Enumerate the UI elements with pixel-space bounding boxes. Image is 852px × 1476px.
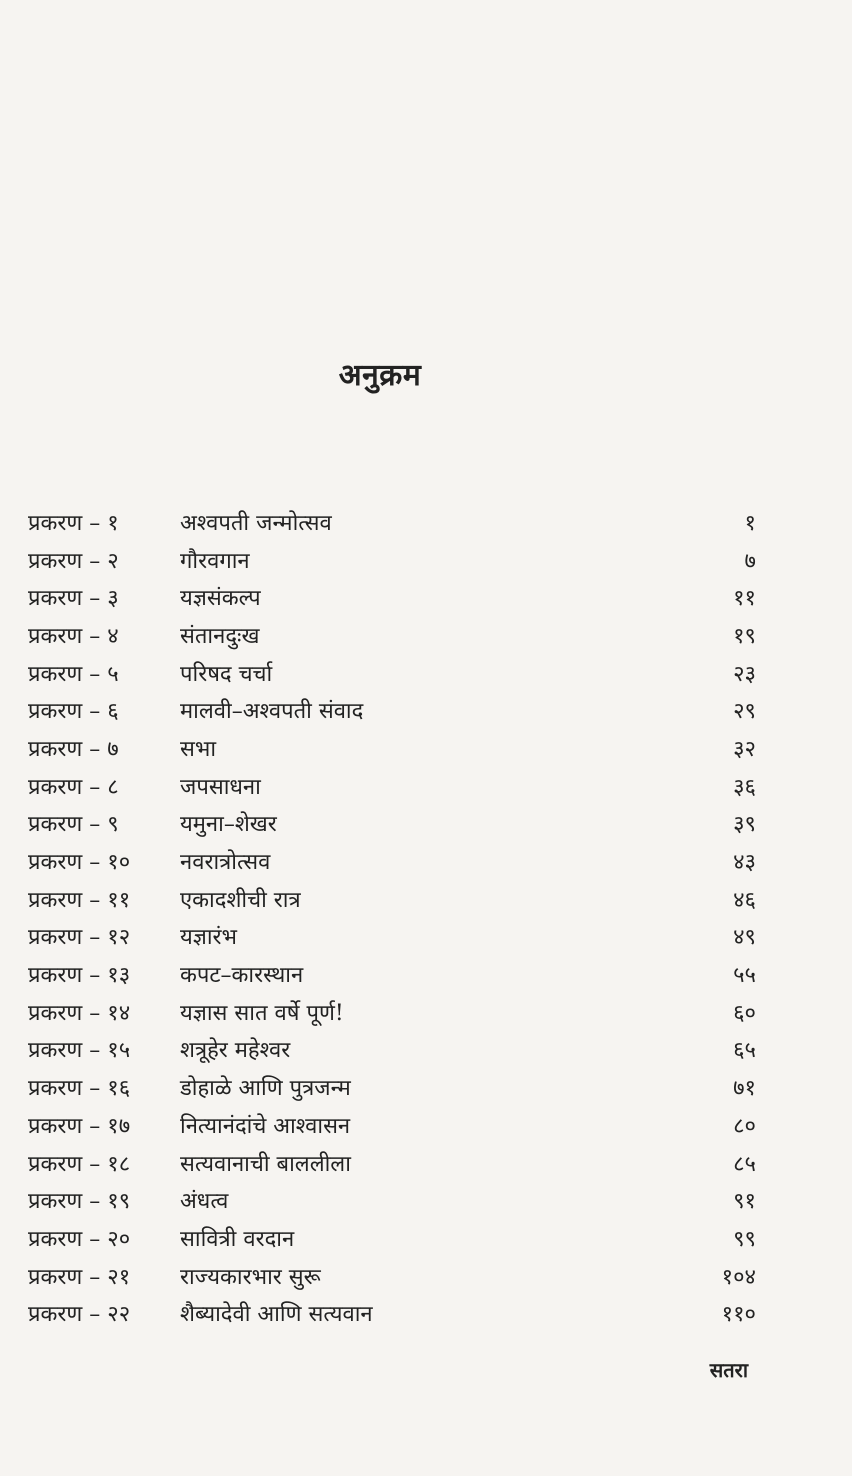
chapter-label: प्रकरण – ९: [28, 812, 119, 838]
page-number: १: [744, 510, 756, 536]
page-number: १९: [733, 623, 756, 649]
page-number: ११: [733, 586, 756, 612]
chapter-title: यज्ञसंकल्प: [180, 586, 261, 612]
page-number: ३६: [733, 774, 756, 800]
chapter-label: प्रकरण – १९: [28, 1189, 131, 1215]
chapter-label: प्रकरण – २२: [28, 1302, 131, 1328]
toc-row: [28, 616, 756, 654]
chapter-title: अंधत्व: [180, 1189, 229, 1215]
chapter-title: शत्रूहेर महेश्वर: [180, 1038, 291, 1064]
page-number: ६५: [733, 1038, 756, 1064]
chapter-title: यमुना–शेखर: [180, 812, 277, 838]
page-number: ५५: [733, 963, 756, 989]
chapter-title: नित्यानंदांचे आश्वासन: [180, 1113, 351, 1139]
page-number: ९९: [733, 1226, 756, 1252]
chapter-label: प्रकरण – १३: [28, 963, 131, 989]
chapter-label: प्रकरण – २०: [28, 1226, 131, 1252]
toc-row: [28, 654, 756, 692]
chapter-title: परिषद चर्चा: [180, 661, 273, 687]
page-number: ६०: [733, 1000, 756, 1026]
chapter-title: मालवी–अश्वपती संवाद: [180, 699, 364, 725]
page-number: ११०: [721, 1302, 756, 1328]
page-number: ८०: [733, 1113, 756, 1139]
toc-row: [28, 767, 756, 805]
toc-row: [28, 842, 756, 880]
chapter-label: प्रकरण – १४: [28, 1000, 131, 1026]
page-number: ८५: [733, 1151, 756, 1177]
chapter-title: राज्यकारभार सुरू: [180, 1264, 321, 1290]
chapter-title: जपसाधना: [180, 774, 261, 800]
table-of-contents: [28, 503, 756, 1332]
chapter-title: एकादशीची रात्र: [180, 887, 301, 913]
page-number: ९१: [733, 1189, 756, 1215]
chapter-label: प्रकरण – १: [28, 510, 119, 536]
chapter-label: प्रकरण – ७: [28, 736, 119, 762]
toc-row: [28, 541, 756, 579]
toc-row: [28, 1106, 756, 1144]
chapter-title: संतानदुःख: [180, 623, 260, 649]
chapter-label: प्रकरण – १७: [28, 1113, 131, 1139]
chapter-title: नवरात्रोत्सव: [180, 850, 271, 876]
chapter-title: डोहाळे आणि पुत्रजन्म: [180, 1076, 351, 1102]
toc-row: [28, 1031, 756, 1069]
toc-row: [28, 880, 756, 918]
chapter-label: प्रकरण – ८: [28, 774, 119, 800]
chapter-title: कपट–कारस्थान: [180, 963, 304, 989]
toc-row: [28, 1181, 756, 1219]
chapter-title: सत्यवानाची बाललीला: [180, 1151, 351, 1177]
toc-row: [28, 729, 756, 767]
toc-row: [28, 578, 756, 616]
chapter-title: सावित्री वरदान: [180, 1226, 295, 1252]
toc-row: [28, 503, 756, 541]
page-number: २९: [733, 699, 756, 725]
chapter-label: प्रकरण – १०: [28, 850, 131, 876]
chapter-label: प्रकरण – १२: [28, 925, 131, 951]
toc-row: [28, 918, 756, 956]
chapter-label: प्रकरण – ११: [28, 887, 131, 913]
page-number: ४३: [733, 850, 756, 876]
page-number: ४९: [733, 925, 756, 951]
chapter-label: प्रकरण – ३: [28, 586, 119, 612]
chapter-label: प्रकरण – २: [28, 548, 119, 574]
chapter-label: प्रकरण – ४: [28, 623, 119, 649]
chapter-title: गौरवगान: [180, 548, 250, 574]
toc-row: [28, 1294, 756, 1332]
toc-row: [28, 805, 756, 843]
chapter-label: प्रकरण – ५: [28, 661, 119, 687]
chapter-label: प्रकरण – २१: [28, 1264, 131, 1290]
toc-row: [28, 1144, 756, 1182]
page-folio: सतरा: [709, 1358, 748, 1382]
page-number: ४६: [733, 887, 756, 913]
page-number: १०४: [721, 1264, 756, 1290]
chapter-label: प्रकरण – १५: [28, 1038, 131, 1064]
toc-row: [28, 1068, 756, 1106]
page-number: ७: [744, 548, 756, 574]
page-number: ३९: [733, 812, 756, 838]
toc-row: [28, 1219, 756, 1257]
chapter-title: शैब्यादेवी आणि सत्यवान: [180, 1302, 373, 1328]
page-title: अनुक्रम: [338, 358, 422, 393]
toc-row: [28, 691, 756, 729]
chapter-title: अश्वपती जन्मोत्सव: [180, 510, 332, 536]
chapter-label: प्रकरण – १६: [28, 1076, 131, 1102]
page-number: ३२: [733, 736, 756, 762]
page-number: ७१: [733, 1076, 756, 1102]
chapter-label: प्रकरण – १८: [28, 1151, 131, 1177]
chapter-label: प्रकरण – ६: [28, 699, 119, 725]
toc-row: [28, 955, 756, 993]
toc-row: [28, 1257, 756, 1295]
chapter-title: यज्ञास सात वर्षे पूर्ण!: [180, 1000, 344, 1026]
page-number: २३: [733, 661, 756, 687]
toc-row: [28, 993, 756, 1031]
chapter-title: यज्ञारंभ: [180, 925, 238, 951]
chapter-title: सभा: [180, 736, 217, 762]
